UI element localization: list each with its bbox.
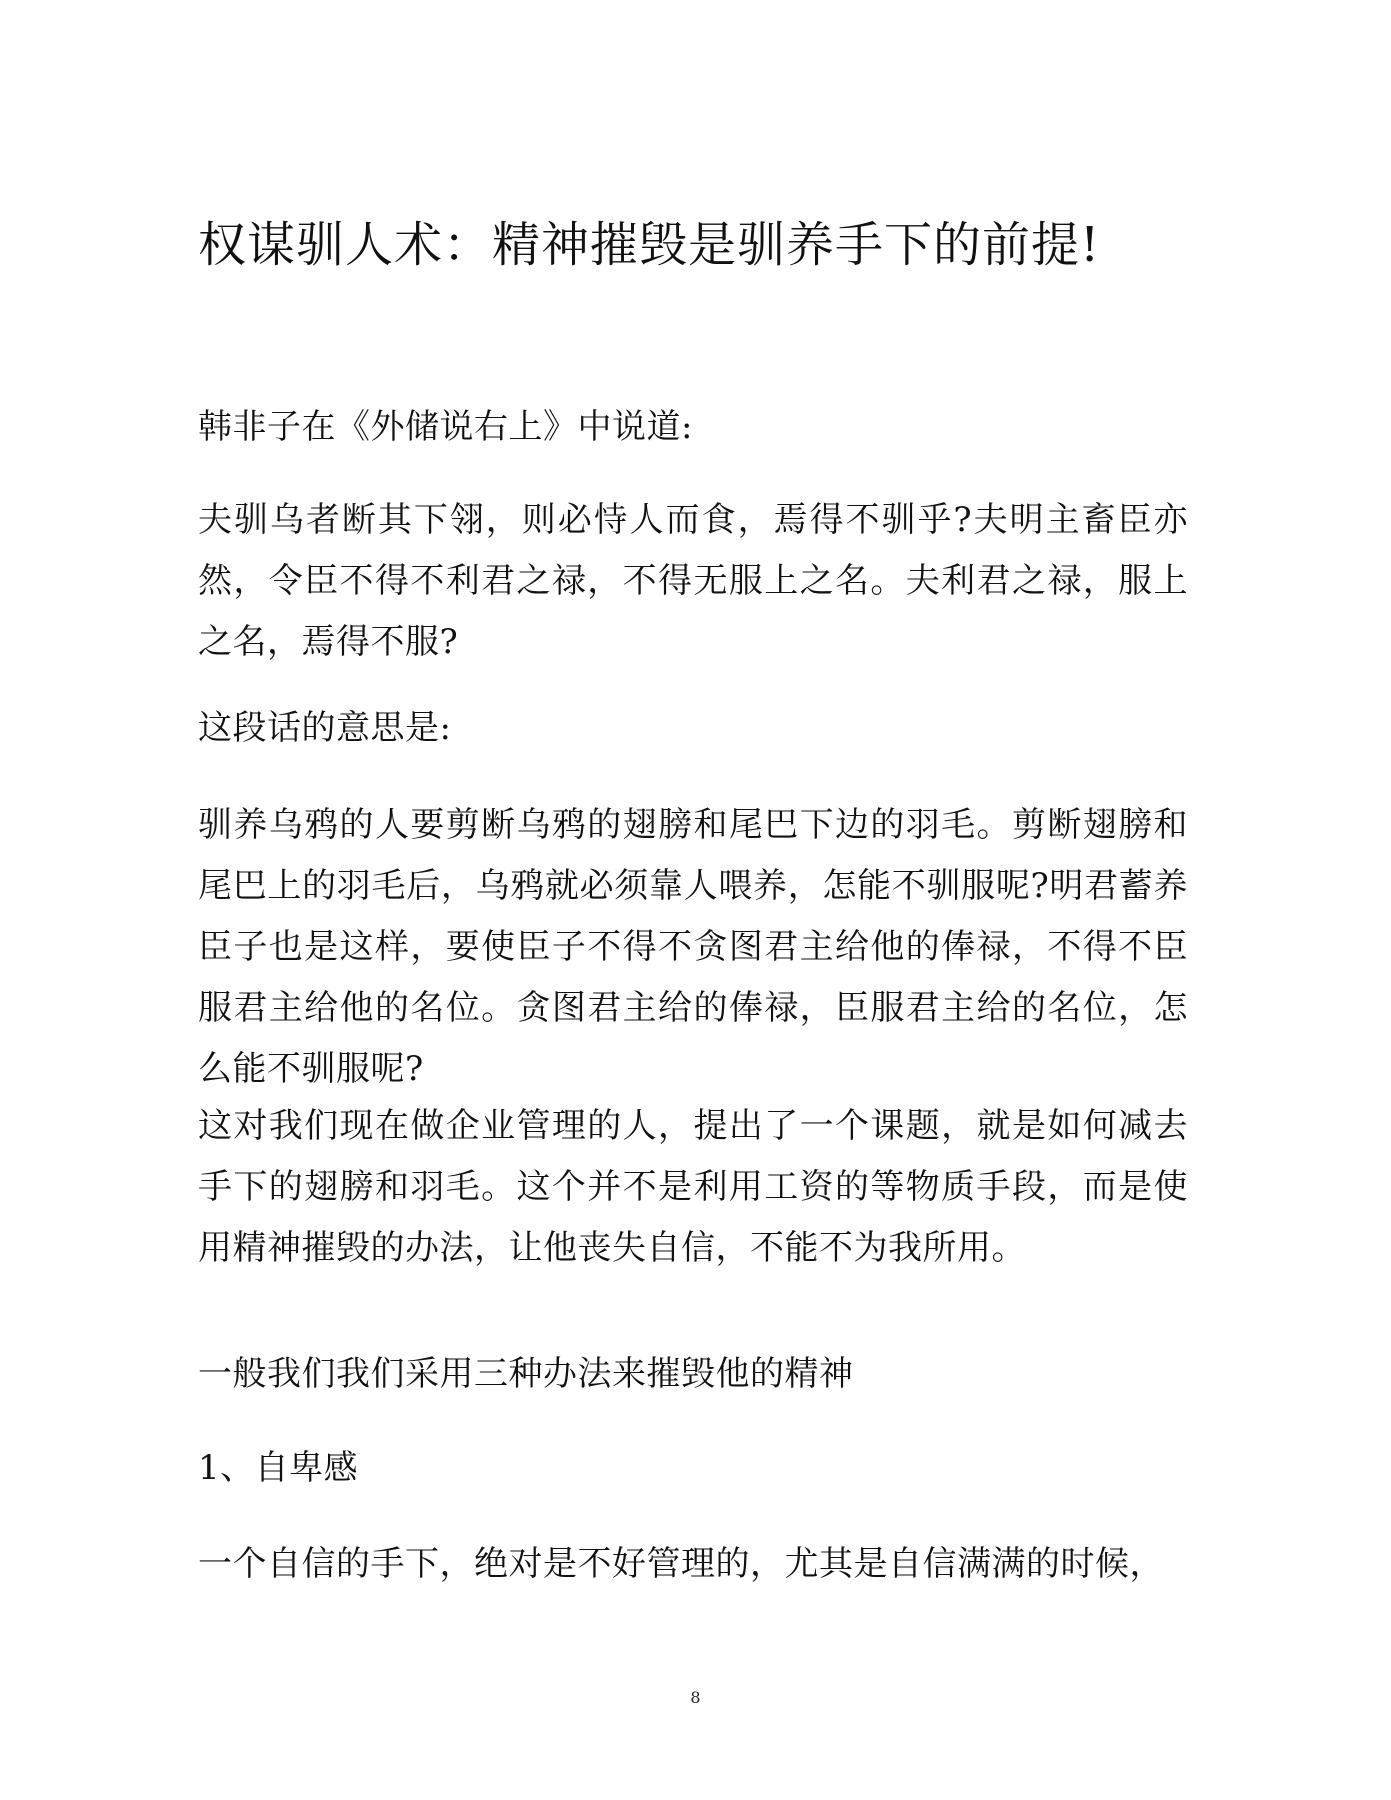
paragraph-meaning-label: 这段话的意思是:	[198, 708, 452, 748]
paragraph-methods: 一般我们我们采用三种办法来摧毁他的精神	[198, 1354, 854, 1394]
section-heading-inferiority: 1、自卑感	[198, 1448, 359, 1488]
paragraph-intro: 韩非子在《外储说右上》中说道:	[198, 407, 693, 447]
paragraph-confidence: 一个自信的手下，绝对是不好管理的，尤其是自信满满的时候，	[198, 1544, 1164, 1584]
paragraph-quote: 夫驯乌者断其下翎，则必恃人而食，焉得不驯乎?夫明主畜臣亦然，令臣不得不利君之禄，不得无服上之名。夫利君之禄，服上之名，焉得不服?	[198, 500, 1188, 662]
paragraph-management: 这对我们现在做企业管理的人，提出了一个课题，就是如何减去手下的翅膀和羽毛。这个并不是利用工资的等物质手段，而是使用精神摧毁的办法，让他丧失自信，不能不为我所用。	[198, 1106, 1188, 1268]
document-title: 权谋驯人术：精神摧毁是驯养手下的前提!	[198, 217, 1101, 273]
paragraph-translation: 驯养乌鸦的人要剪断乌鸦的翅膀和尾巴下边的羽毛。剪断翅膀和尾巴上的羽毛后，乌鸦就必须靠人喂养，怎能不驯服呢?明君蓄养臣子也是这样，要使臣子不得不贪图君主给他的俸禄，不得不臣服君主给他的名位。贪图君主给的俸禄，臣服君主给的名位，怎么能不驯服呢?	[198, 805, 1188, 1089]
page-number: 8	[690, 1688, 701, 1707]
